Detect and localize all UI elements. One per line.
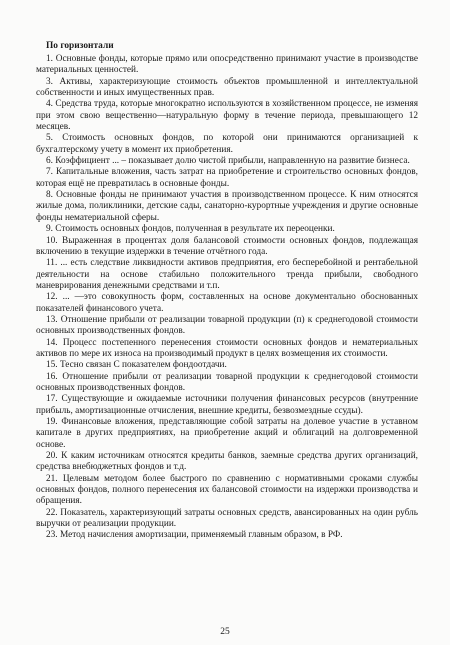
- clue-item: 22. Показатель, характеризующий затраты основных средств, авансированных на один рубль выручки от реализации продукции.: [36, 507, 418, 530]
- clue-item: 11. ... есть следствие ликвидности активов предприятия, его бесперебойной и рентабельной деятельности на основе стабильно положительного тренда прибыли, свободного маневрирования денежными средствами и т.п.: [36, 258, 418, 291]
- clue-item: 9. Стоимость основных фондов, полученная в результате их переоценки.: [46, 224, 335, 235]
- section-heading: По горизонтали: [46, 41, 114, 51]
- clue-item: 19. Финансовые вложения, представляющие собой затраты на долевое участие в уставном капитале в других предприятиях, на приобретение акций и облигаций на долговременной основе.: [36, 417, 418, 450]
- clue-item: 4. Средства труда, которые многократно используются в хозяйственном процессе, не изменяя при этом свою вещественно—натуральную форму в течение периода, превышающего 12 месяцев.: [36, 99, 418, 133]
- clue-item: 21. Целевым методом более быстрого по сравнению с нормативными сроками службы основных фондов, полного перенесения их балансовой стоимости на издержки производства и обращения.: [36, 473, 418, 507]
- clue-item: 1. Основные фонды, которые прямо или опосредственно принимают участие в производстве материальных ценностей.: [36, 54, 418, 76]
- page-number: 25: [220, 627, 230, 637]
- clue-item: 7. Капитальные вложения, часть затрат на приобретение и строительство основных фондов, которая ещё не превратилась в основные фонды.: [36, 167, 418, 189]
- clue-item: 20. К каким источникам относятся кредиты банков, заемные средства других организаций, средства внебюджетных фондов и т.д.: [36, 451, 418, 473]
- clue-item: 8. Основные фонды не принимают участия в производственном процессе. К ним относятся жилые дома, поликлиники, детские сады, санаторно-курортные учреждения и другие основные фонды нематериальной сферы.: [36, 190, 418, 223]
- crossword-clues: [36, 41, 418, 542]
- clue-item: 10. Выраженная в процентах доля балансовой стоимости основных фондов, подлежащая включению в текущие издержки в течение отчётного года.: [36, 235, 418, 257]
- clue-item: 3. Активы, характеризующие стоимость объектов промышленной и интеллектуальной собственности и иных имущественных прав.: [36, 76, 418, 99]
- clue-item: 15. Тесно связан С показателем фондоотдачи.: [46, 360, 227, 371]
- clue-item: 14. Процесс постепенного перенесения стоимости основных фондов и нематериальных активов по мере их износа на производимый продукт в целях возмещения их стоимости.: [36, 337, 418, 359]
- clue-item: 5. Стоимость основных фондов, по которой они принимаются организацией к бухгалтерскому учету в момент их приобретения.: [36, 133, 418, 155]
- clue-item: 6. Коэффициент ... – показывает долю чистой прибыли, направленную на развитие бизнеса.: [46, 156, 410, 167]
- clue-item: 17. Существующие и ожидаемые источники получения финансовых ресурсов (внутренние прибыль, амортизационные отчисления, внешние кредиты, безвозмездные ссуды).: [36, 394, 418, 416]
- clue-item: 13. Отношение прибыли от реализации товарной продукции (п) к среднегодовой стоимости основных производственных фондов.: [36, 314, 418, 337]
- clue-item: 12. ... —это совокупность форм, составленных на основе документально обоснованных показателей финансового учета.: [36, 292, 418, 314]
- clue-item: 23. Метод начисления амортизации, применяемый главным образом, в РФ.: [46, 530, 343, 541]
- clue-item: 16. Отношение прибыли от реализации товарной продукции к среднегодовой стоимости основных производственных фондов.: [36, 371, 418, 393]
